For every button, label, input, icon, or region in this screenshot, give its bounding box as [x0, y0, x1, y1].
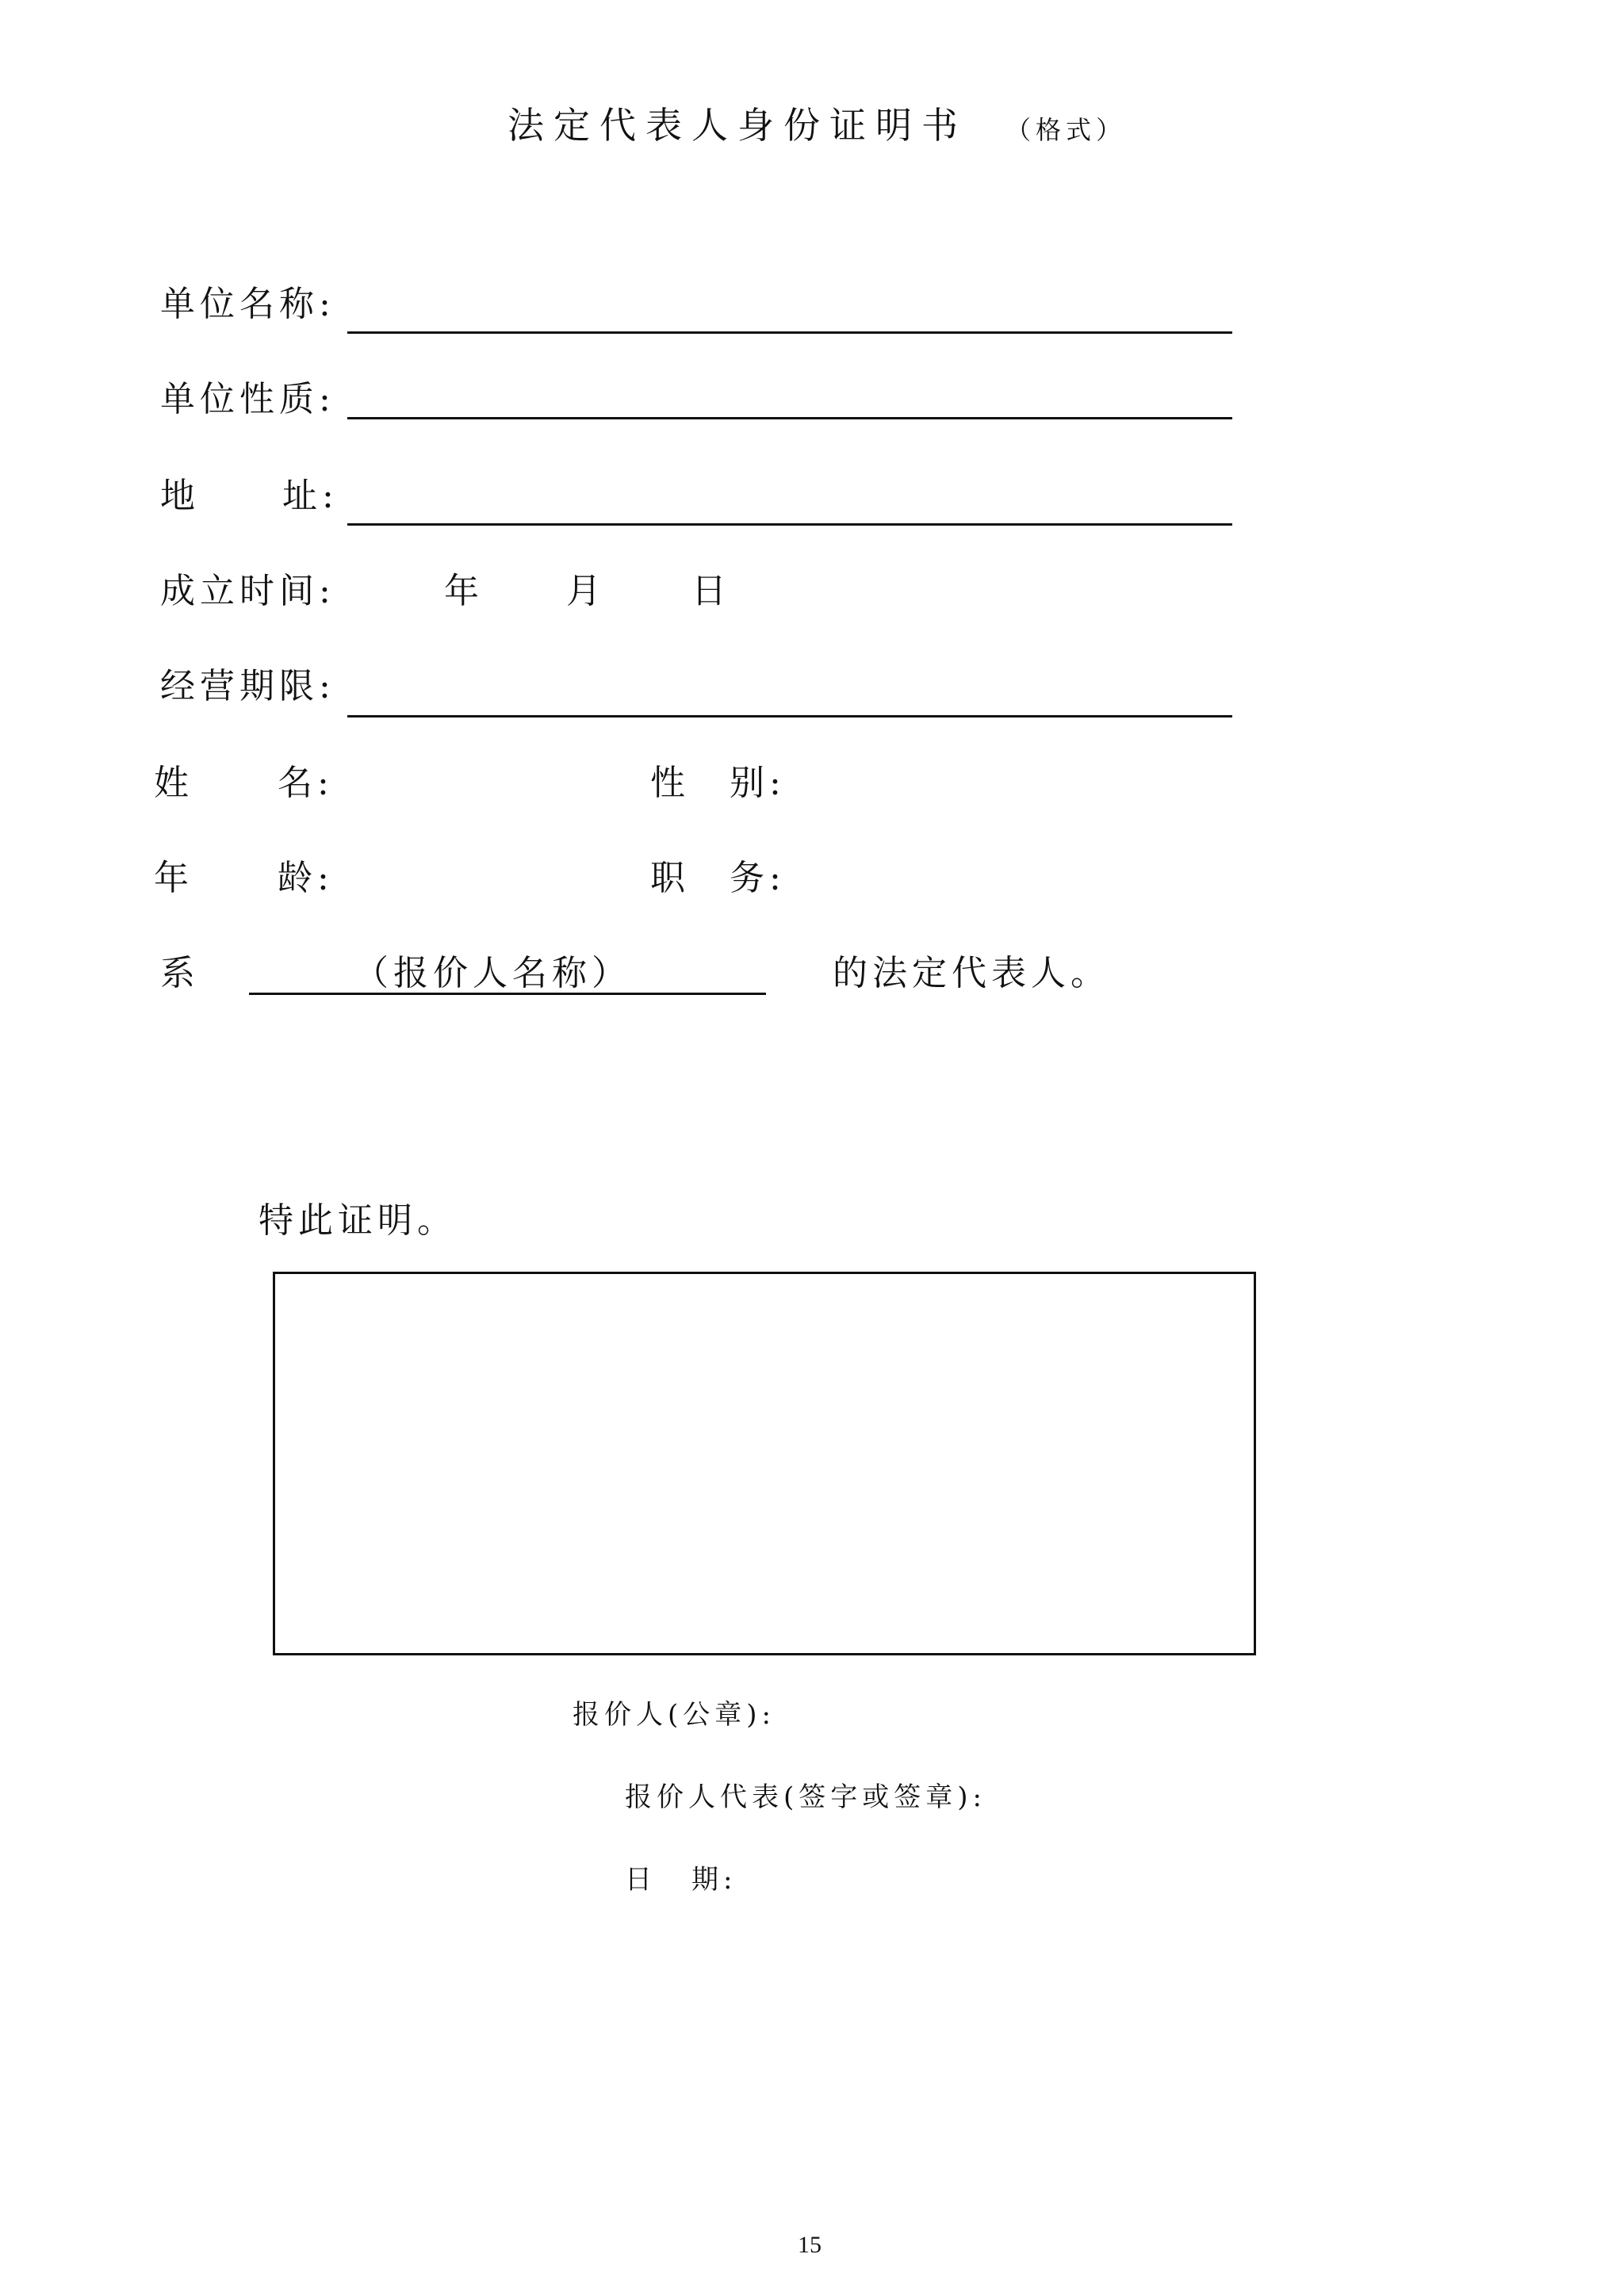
established-month: 月 — [566, 571, 606, 611]
age-label-char1: 年 — [154, 858, 193, 898]
bidder-name-line[interactable] — [249, 993, 766, 995]
statement-prefix: 系 — [160, 953, 200, 993]
bidder-name-placeholder: （报价人名称） — [354, 953, 631, 993]
established-label: 成立时间: — [160, 571, 335, 611]
statement-suffix: 的法定代表人。 — [833, 953, 1110, 993]
address-label-char2: 址: — [282, 476, 339, 516]
document-title: 法定代表人身份证明书 — [508, 104, 967, 147]
business-term-label: 经营期限: — [160, 666, 335, 706]
date-label-char1: 日 — [625, 1864, 657, 1896]
representative-signature-label: 报价人代表(签字或签章): — [625, 1781, 986, 1813]
position-label-char1: 职 — [650, 858, 690, 898]
address-label-char1: 地 — [160, 476, 200, 516]
name-label-char2: 名: — [278, 763, 334, 803]
established-year: 年 — [444, 571, 484, 611]
seal-label: 报价人(公章): — [573, 1699, 776, 1731]
certify-text: 特此证明。 — [259, 1200, 457, 1241]
unit-nature-label: 单位性质: — [160, 379, 335, 419]
business-term-line[interactable] — [347, 715, 1232, 718]
gender-label-char1: 性 — [650, 763, 690, 803]
gender-label-char2: 别: — [730, 763, 786, 803]
unit-nature-line[interactable] — [347, 417, 1232, 419]
position-label-char2: 务: — [730, 858, 786, 898]
name-label-char1: 姓 — [154, 763, 193, 803]
unit-name-line[interactable] — [347, 331, 1232, 334]
id-attachment-box — [273, 1272, 1256, 1655]
page-number: 15 — [798, 2232, 822, 2258]
address-line[interactable] — [347, 523, 1232, 526]
unit-name-label: 单位名称: — [160, 284, 335, 324]
document-title-note: （格式） — [1005, 115, 1127, 145]
established-day: 日 — [691, 571, 731, 611]
age-label-char2: 龄: — [278, 858, 334, 898]
date-label-char2: 期: — [691, 1864, 737, 1896]
